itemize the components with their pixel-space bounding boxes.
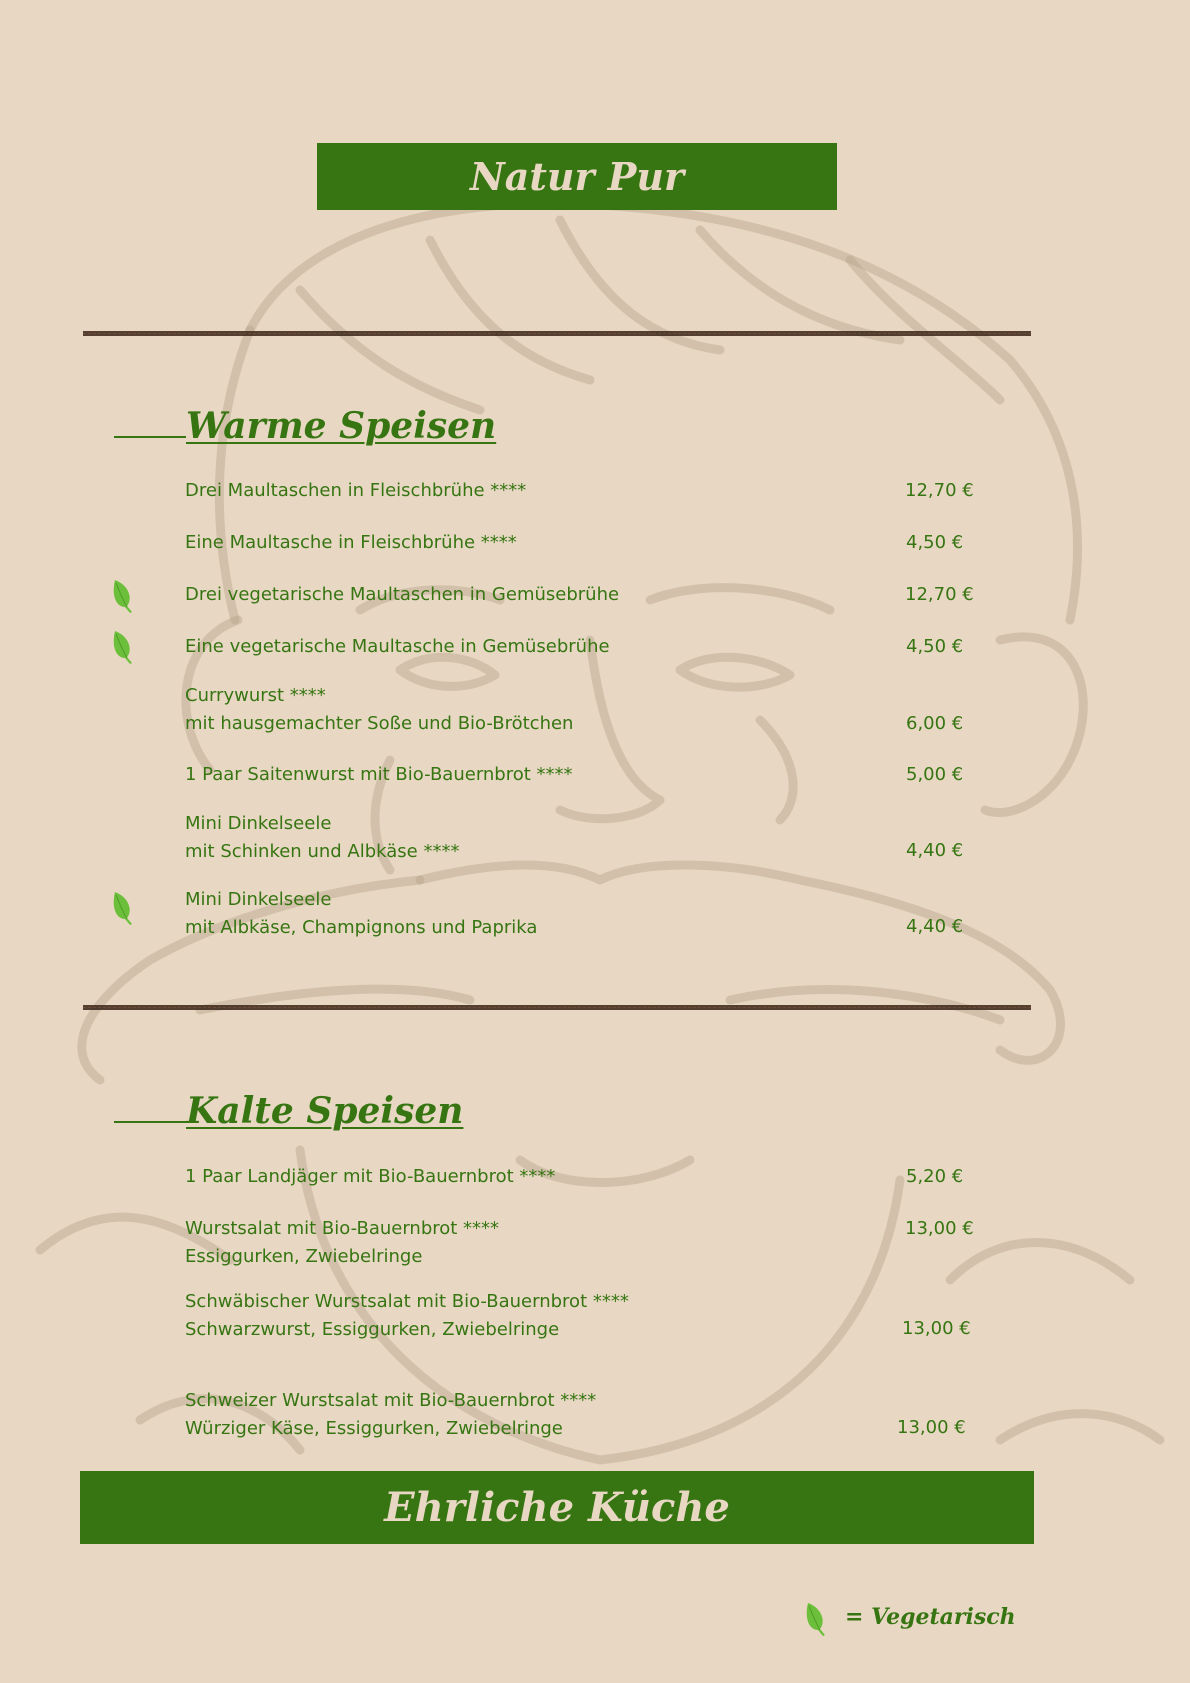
item-price: 4,40 € [906, 840, 964, 861]
warm-section-heading [114, 405, 496, 447]
menu-item [185, 761, 985, 789]
heading-underline [114, 435, 186, 438]
menu-item [185, 581, 985, 609]
section-divider [83, 331, 1031, 336]
menu-item [185, 682, 985, 738]
menu-item [185, 477, 985, 505]
warm-section-title: Warme Speisen [186, 405, 497, 447]
menu-item [185, 810, 985, 866]
item-description: Schwarzwurst, Essiggurken, Zwiebelringe [185, 1319, 560, 1340]
menu-item [185, 633, 985, 661]
menu-item [185, 529, 985, 557]
leaf-icon [803, 1602, 827, 1636]
vegetarian-legend: = Vegetarisch [845, 1604, 1016, 1630]
item-price: 5,00 € [906, 764, 964, 785]
item-price: 13,00 € [897, 1417, 966, 1438]
item-price: 5,20 € [906, 1166, 964, 1187]
item-price: 4,50 € [906, 636, 964, 657]
item-price: 4,50 € [906, 532, 964, 553]
item-price: 13,00 € [905, 1218, 974, 1239]
title-banner: Natur Pur [317, 143, 837, 210]
item-description: Würziger Käse, Essiggurken, Zwiebelringe [185, 1418, 563, 1439]
menu-item [185, 1288, 985, 1344]
item-name: Schwäbischer Wurstsalat mit Bio-Bauernbrot **** [185, 1291, 629, 1312]
cold-section-title: Kalte Speisen [186, 1090, 464, 1132]
item-name: 1 Paar Landjäger mit Bio-Bauernbrot **** [185, 1166, 556, 1187]
item-name: Eine vegetarische Maultasche in Gemüsebrühe [185, 636, 610, 657]
leaf-icon [111, 891, 133, 925]
item-name: Currywurst **** [185, 685, 326, 706]
item-description: mit Albkäse, Champignons und Paprika [185, 917, 538, 938]
slogan-banner: Ehrliche Küche [80, 1471, 1034, 1544]
leaf-icon [111, 579, 133, 613]
item-name: Mini Dinkelseele [185, 889, 332, 910]
item-price: 13,00 € [902, 1318, 971, 1339]
item-price: 4,40 € [906, 916, 964, 937]
leaf-icon [111, 630, 133, 664]
menu-item [185, 1215, 985, 1271]
menu-item [185, 1387, 985, 1443]
menu-item [185, 1163, 985, 1191]
item-name: Mini Dinkelseele [185, 813, 332, 834]
item-name: Drei Maultaschen in Fleischbrühe **** [185, 480, 527, 501]
item-name: Drei vegetarische Maultaschen in Gemüsebrühe [185, 584, 620, 605]
item-price: 12,70 € [905, 480, 974, 501]
cold-section-heading [114, 1090, 463, 1132]
item-description: mit Schinken und Albkäse **** [185, 841, 460, 862]
item-price: 6,00 € [906, 713, 964, 734]
item-description: mit hausgemachter Soße und Bio-Brötchen [185, 713, 574, 734]
item-price: 12,70 € [905, 584, 974, 605]
item-name: Eine Maultasche in Fleischbrühe **** [185, 532, 517, 553]
menu-item [185, 886, 985, 942]
item-name: Wurstsalat mit Bio-Bauernbrot **** [185, 1218, 500, 1239]
item-description: Essiggurken, Zwiebelringe [185, 1246, 423, 1267]
section-divider [83, 1005, 1031, 1010]
item-name: Schweizer Wurstsalat mit Bio-Bauernbrot **** [185, 1390, 597, 1411]
heading-underline [114, 1120, 186, 1123]
item-name: 1 Paar Saitenwurst mit Bio-Bauernbrot **** [185, 764, 573, 785]
